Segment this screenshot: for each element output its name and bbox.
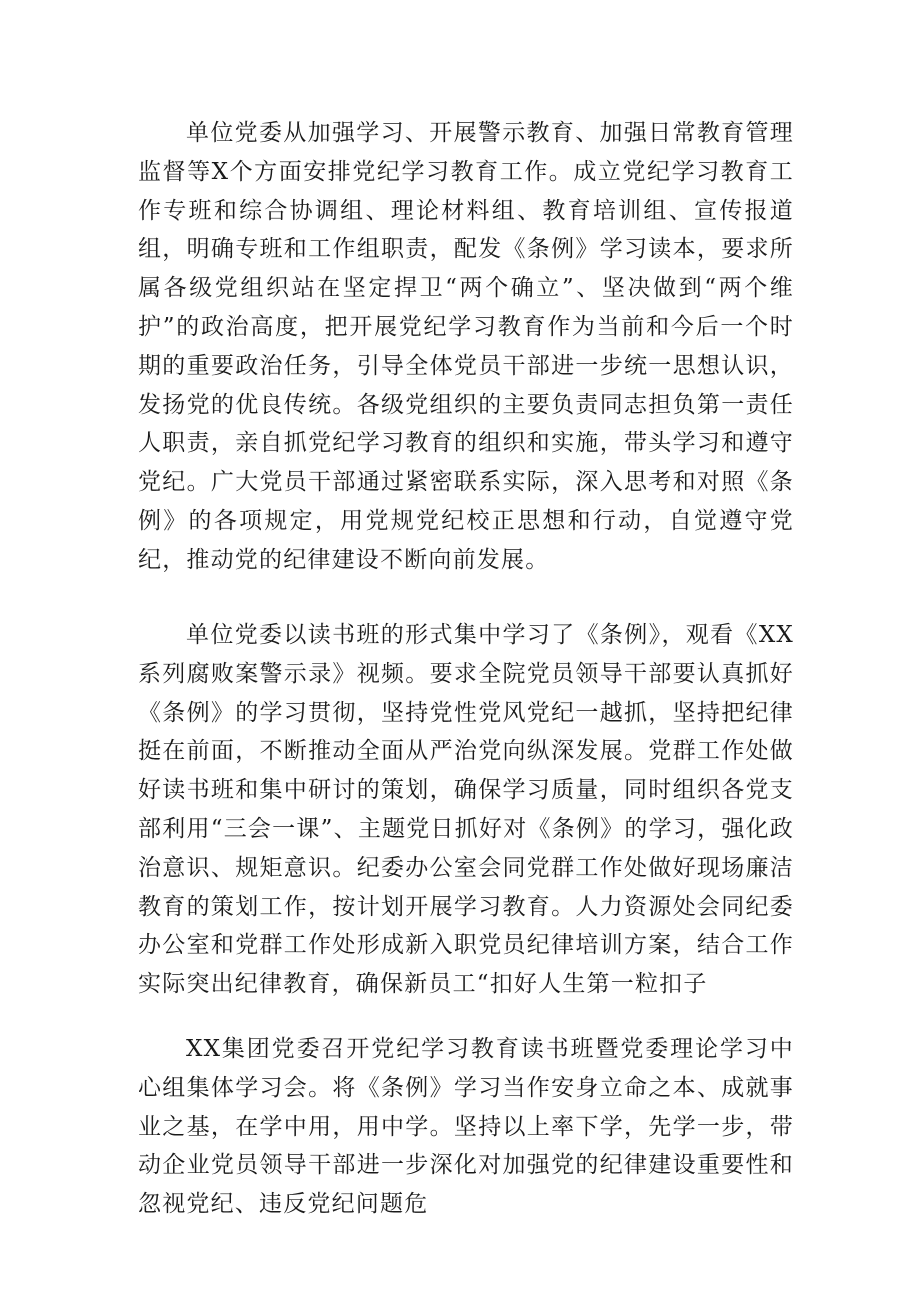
paragraph-2: 单位党委以读书班的形式集中学习了《条例》，观看《XX系列腐败案警示录》视频。要求全院党员领导干部要认真抓好《条例》的学习贯彻，坚持党性党风党纪一越抓，坚持把纪律挺在前面，不断推动全面从严治党向纵深发展。党群工作处做好读书班和集中研讨的策划，确保学习质量，同时组织各党支部利用“三会一课”、主题党日抓好对《条例》的学习，强化政治意识、规矩意识。纪委办公室会同党群工作处做好现场廉洁教育的策划工作，按计划开展学习教育。人力资源处会同纪委办公室和党群工作处形成新入职党员纪律培训方案，结合工作实际突出纪律教育，确保新员工“扣好人生第一粒扣子 [138,622,794,998]
paragraph-3: XX集团党委召开党纪学习教育读书班暨党委理论学习中心组集体学习会。将《条例》学习当作安身立命之本、成就事业之基，在学中用，用中学。坚持以上率下学，先学一步，带动企业党员领导干部进一步深化对加强党的纪律建设重要性和忽视党纪、违反党纪问题危 [138,1036,794,1218]
paragraph-1: 单位党委从加强学习、开展警示教育、加强日常教育管理监督等X个方面安排党纪学习教育工作。成立党纪学习教育工作专班和综合协调组、理论材料组、教育培训组、宣传报道组，明确专班和工作组职责，配发《条例》学习读本，要求所属各级党组织站在坚定捍卫“两个确立”、坚决做到“两个维护”的政治高度，把开展党纪学习教育作为当前和今后一个时期的重要政治任务，引导全体党员干部进一步统一思想认识，发扬党的优良传统。各级党组织的主要负责同志担负第一责任人职责，亲自抓党纪学习教育的组织和实施，带头学习和遵守党纪。广大党员干部通过紧密联系实际，深入思考和对照《条例》的各项规定，用党规党纪校正思想和行动，自觉遵守党纪，推动党的纪律建设不断向前发展。 [138,120,794,573]
